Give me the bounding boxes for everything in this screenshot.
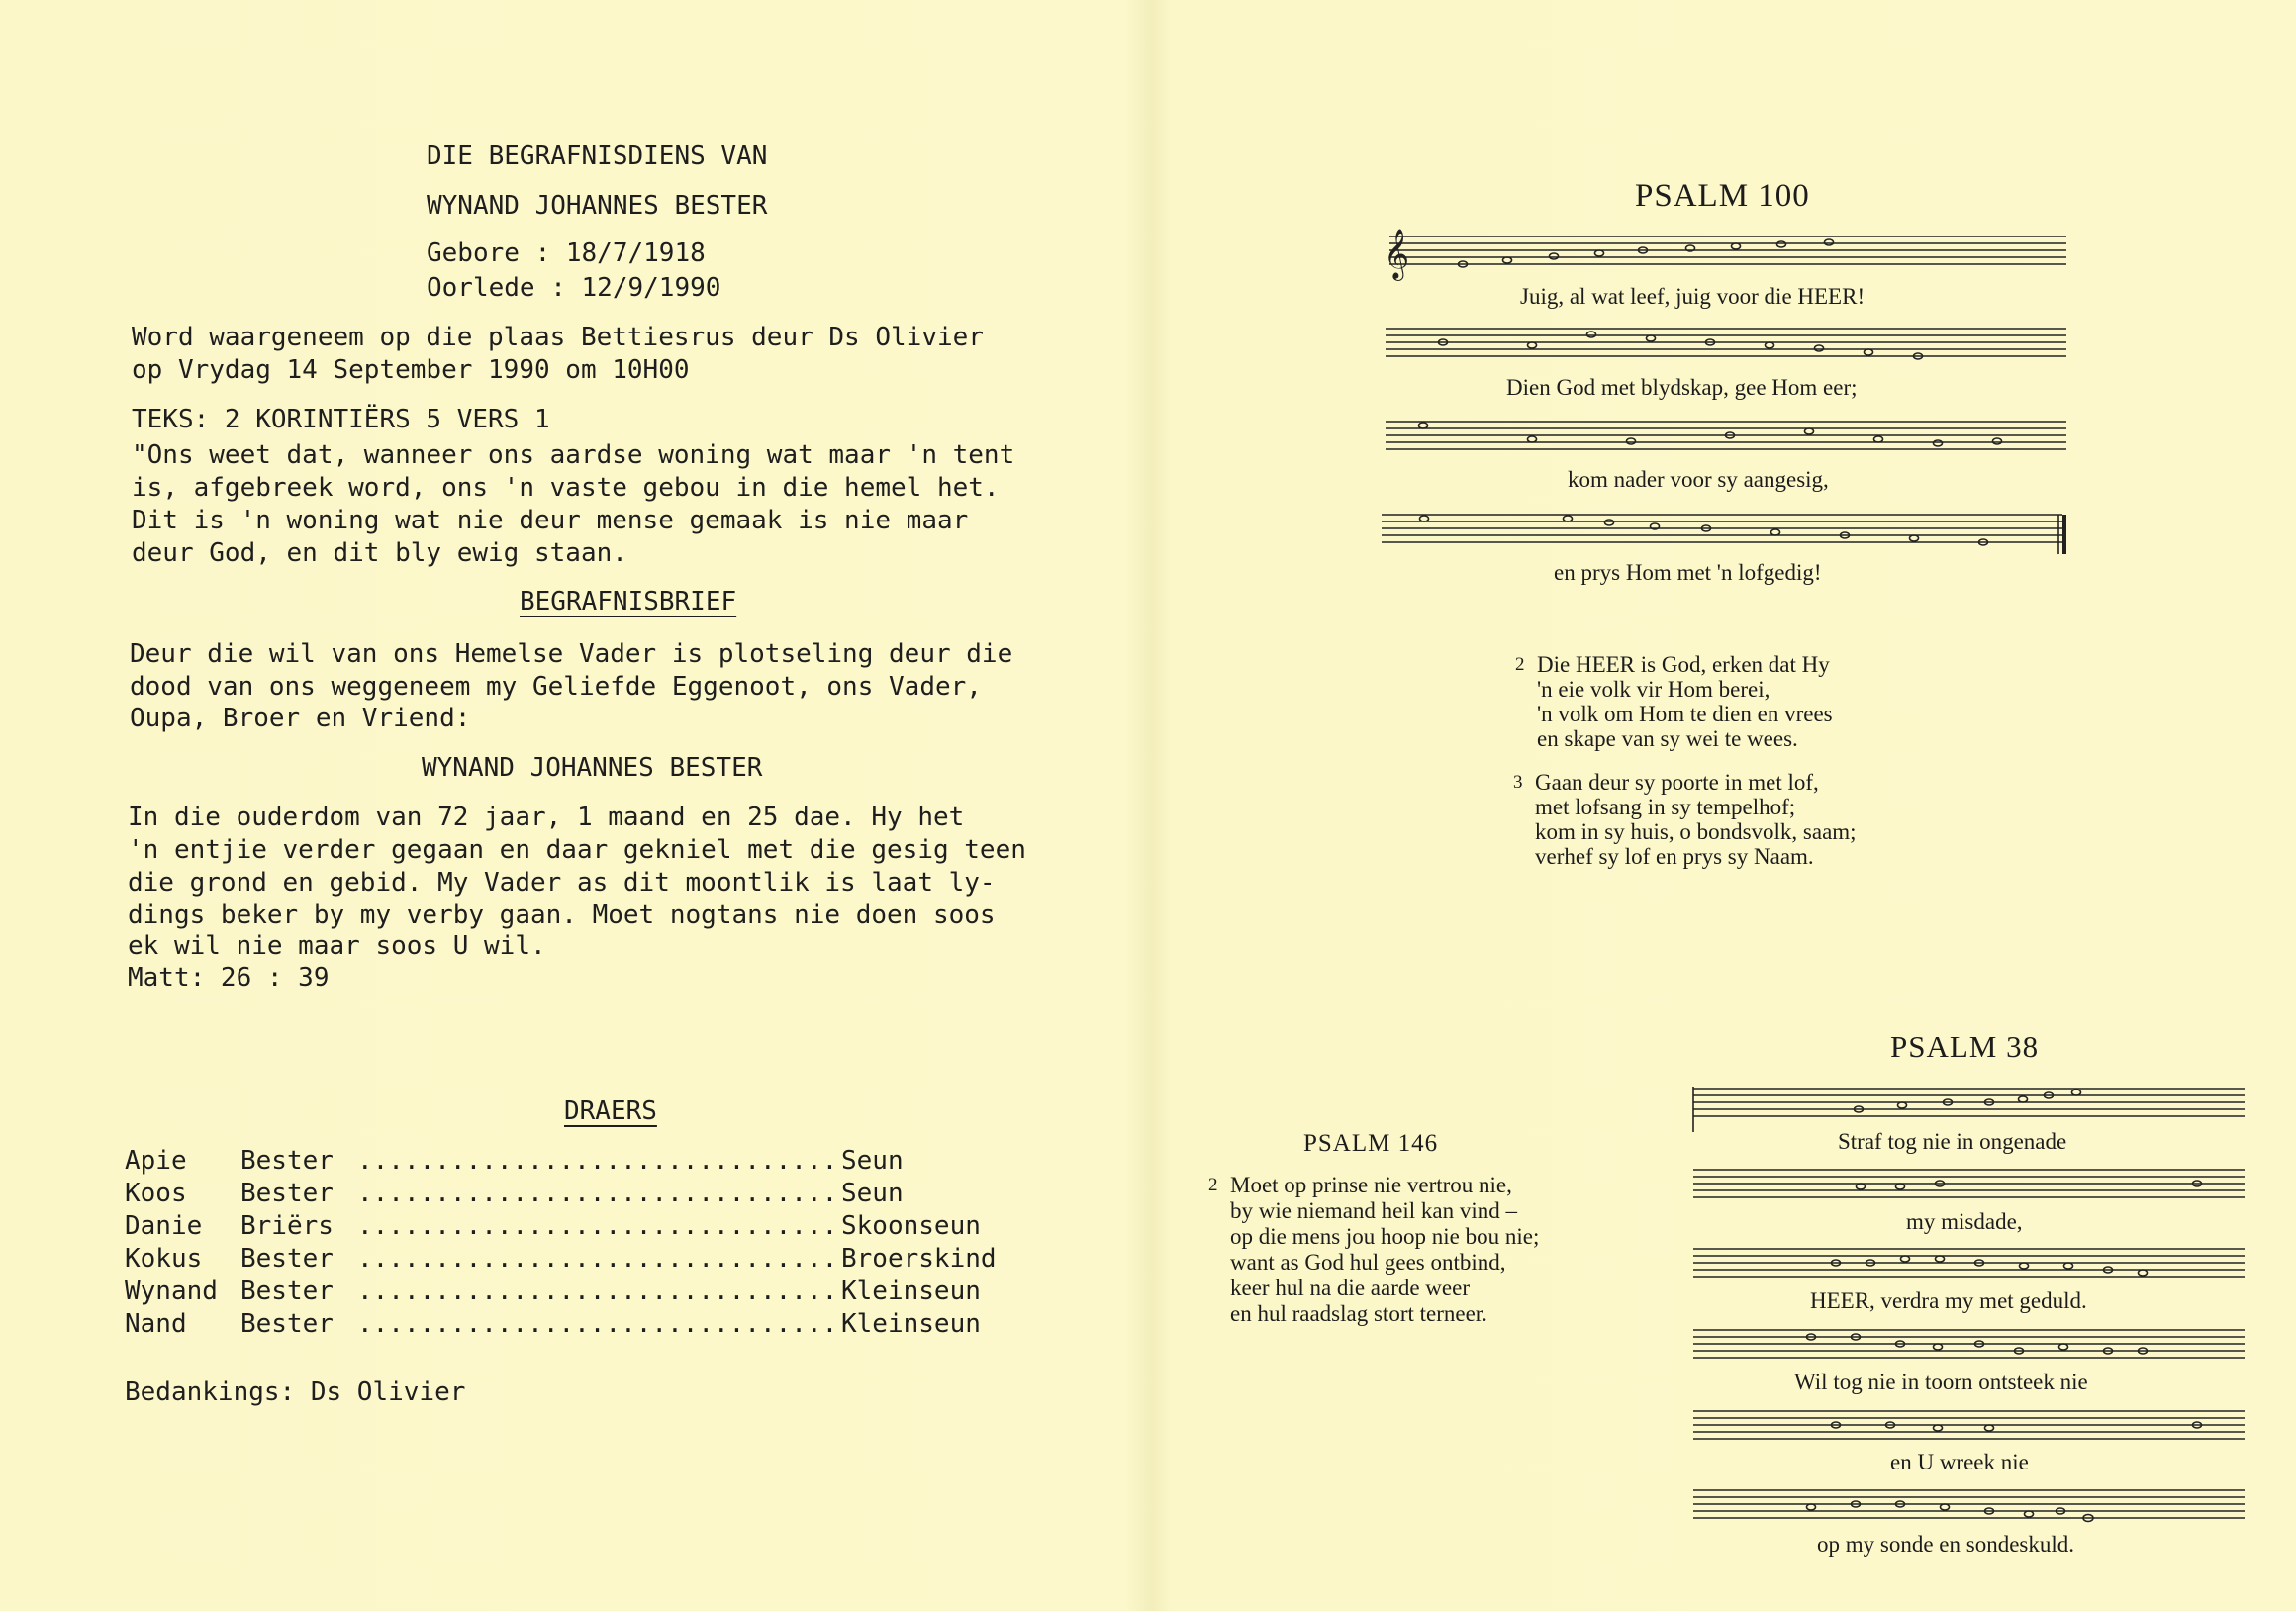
thanks-line: Bedankings: Ds Olivier — [125, 1377, 466, 1407]
psalm-146-title: PSALM 146 — [1303, 1130, 1439, 1157]
obituary-line-2: dood van ons weggeneem my Geliefde Eggenoot, ons Vader, — [130, 672, 982, 702]
bearer-surname: Briërs — [240, 1211, 334, 1241]
verse-line: en hul raadslag stort terneer. — [1230, 1301, 1487, 1326]
psalm-38-staff-4 — [1692, 1324, 2247, 1368]
bearer-first-name: Koos — [125, 1179, 187, 1208]
psalm-38-staff-6 — [1692, 1484, 2247, 1528]
leader-dots: ............................... — [357, 1211, 838, 1241]
leader-dots: ............................... — [357, 1309, 838, 1339]
leader-dots: ............................... — [357, 1244, 838, 1274]
bearer-surname: Bester — [240, 1179, 334, 1208]
verse-line: Moet op prinse nie vertrou nie, — [1230, 1173, 1512, 1197]
scripture-line-3: Dit is 'n woning wat nie deur mense gemaak is nie maar — [132, 506, 969, 535]
obituary-line-1: Deur die wil van ons Hemelse Vader is plotseling deur die — [130, 639, 1013, 669]
verse-number: 2 — [1515, 654, 1525, 675]
deceased-name-title: WYNAND JOHANNES BESTER — [427, 191, 768, 221]
psalm-100-staff-3 — [1384, 412, 2068, 461]
verse-line: Gaan deur sy poorte in met lof, — [1535, 770, 1819, 795]
bearer-surname: Bester — [240, 1277, 334, 1306]
leader-dots: ............................... — [357, 1146, 838, 1176]
verse-line: op die mens jou hoop nie bou nie; — [1230, 1224, 1540, 1249]
psalm-100-verse-3 — [1513, 770, 1857, 869]
scripture-line-4: deur God, en dit bly ewig staan. — [132, 538, 627, 568]
svg-text:𝄞: 𝄞 — [1384, 229, 1410, 279]
verse-line: keer hul na die aarde weer — [1230, 1276, 1470, 1300]
verse-line: Die HEER is God, erken dat Hy — [1537, 652, 1830, 677]
born-date: Gebore : 18/7/1918 — [427, 238, 706, 268]
scripture-line-2: is, afgebreek word, ons 'n vaste gebou in die hemel het. — [132, 473, 1000, 503]
psalm-100-staff-1 — [1384, 223, 2068, 282]
bearer-first-name: Kokus — [125, 1244, 203, 1274]
psalm-100-staff-2 — [1384, 319, 2068, 368]
scripture-line-1: "Ons weet dat, wanneer ons aardse woning wat maar 'n tent — [132, 440, 1015, 470]
service-line-2: op Vrydag 14 September 1990 om 10H00 — [132, 355, 690, 385]
deceased-name: WYNAND JOHANNES BESTER — [422, 753, 763, 783]
age-line-4: dings beker by my verby gaan. Moet nogtans nie doen soos — [128, 900, 996, 930]
bearer-relation: Broerskind — [841, 1244, 997, 1274]
bearer-relation: Skoonseun — [841, 1211, 981, 1241]
service-title: DIE BEGRAFNISDIENS VAN — [427, 142, 768, 171]
verse-line: met lofsang in sy tempelhof; — [1535, 795, 1796, 819]
psalm-146-verse-2 — [1208, 1173, 1540, 1327]
psalm-100-staff-4 — [1380, 503, 2072, 560]
service-line-1: Word waargeneem op die plaas Bettiesrus deur Ds Olivier — [132, 323, 984, 352]
bearer-relation: Seun — [841, 1146, 904, 1176]
psalm-100-lyric-2: Dien God met blydskap, gee Hom eer; — [1506, 375, 1858, 400]
bearer-relation: Kleinseun — [841, 1277, 981, 1306]
psalm-38-lyric-3: HEER, verdra my met geduld. — [1810, 1288, 2087, 1313]
leader-dots: ............................... — [357, 1277, 838, 1306]
psalm-100-lyric-4: en prys Hom met 'n lofgedig! — [1554, 560, 1822, 585]
psalm-38-staff-1 — [1692, 1083, 2247, 1132]
psalm-100-lyric-3: kom nader voor sy aangesig, — [1568, 467, 1829, 492]
bearer-first-name: Nand — [125, 1309, 187, 1339]
obituary-heading: BEGRAFNISBRIEF — [520, 587, 737, 616]
scripture-reference: Matt: 26 : 39 — [128, 963, 330, 993]
verse-line: want as God hul gees ontbind, — [1230, 1250, 1506, 1275]
bearer-first-name: Apie — [125, 1146, 187, 1176]
bearer-relation: Seun — [841, 1179, 904, 1208]
bearer-first-name: Danie — [125, 1211, 203, 1241]
psalm-38-lyric-6: op my sonde en sondeskuld. — [1817, 1532, 2075, 1557]
verse-line: 'n volk om Hom te dien en vrees — [1537, 702, 1833, 726]
verse-line: by wie niemand heil kan vind – — [1230, 1198, 1517, 1223]
verse-line: verhef sy lof en prys sy Naam. — [1535, 844, 1814, 869]
bearer-surname: Bester — [240, 1244, 334, 1274]
psalm-100-lyric-1: Juig, al wat leef, juig voor die HEER! — [1520, 284, 1866, 309]
age-line-3: die grond en gebid. My Vader as dit moontlik is laat ly- — [128, 868, 996, 898]
psalm-100-verse-2 — [1515, 652, 1833, 751]
psalm-38-title: PSALM 38 — [1890, 1029, 2040, 1064]
verse-line: en skape van sy wei te wees. — [1537, 726, 1798, 751]
obituary-line-3: Oupa, Broer en Vriend: — [130, 704, 471, 733]
bearers-heading: DRAERS — [564, 1096, 657, 1126]
psalm-38-lyric-1: Straf tog nie in ongenade — [1838, 1129, 2067, 1154]
verse-line: kom in sy huis, o bondsvolk, saam; — [1535, 819, 1857, 844]
age-line-1: In die ouderdom van 72 jaar, 1 maand en 25 dae. Hy het — [128, 803, 965, 832]
psalm-38-lyric-2: my misdade, — [1906, 1209, 2023, 1234]
psalm-38-staff-3 — [1692, 1243, 2247, 1286]
verse-line: 'n eie volk vir Hom berei, — [1537, 677, 1770, 702]
psalm-100-title: PSALM 100 — [1635, 178, 1810, 214]
bearer-relation: Kleinseun — [841, 1309, 981, 1339]
bearer-surname: Bester — [240, 1146, 334, 1176]
age-line-5: ek wil nie maar soos U wil. — [128, 931, 546, 961]
psalm-38-staff-2 — [1692, 1164, 2247, 1207]
psalm-38-lyric-5: en U wreek nie — [1890, 1450, 2029, 1474]
bearer-surname: Bester — [240, 1309, 334, 1339]
died-date: Oorlede : 12/9/1990 — [427, 273, 721, 303]
leader-dots: ............................... — [357, 1179, 838, 1208]
psalm-38-lyric-4: Wil tog nie in toorn ontsteek nie — [1794, 1370, 2088, 1394]
psalm-38-staff-5 — [1692, 1405, 2247, 1449]
bearer-first-name: Wynand — [125, 1277, 218, 1306]
age-line-2: 'n entjie verder gegaan en daar gekniel met die gesig teen — [128, 835, 1026, 865]
verse-number: 2 — [1208, 1175, 1218, 1195]
scripture-heading: TEKS: 2 KORINTIËRS 5 VERS 1 — [132, 405, 550, 434]
verse-number: 3 — [1513, 772, 1523, 793]
